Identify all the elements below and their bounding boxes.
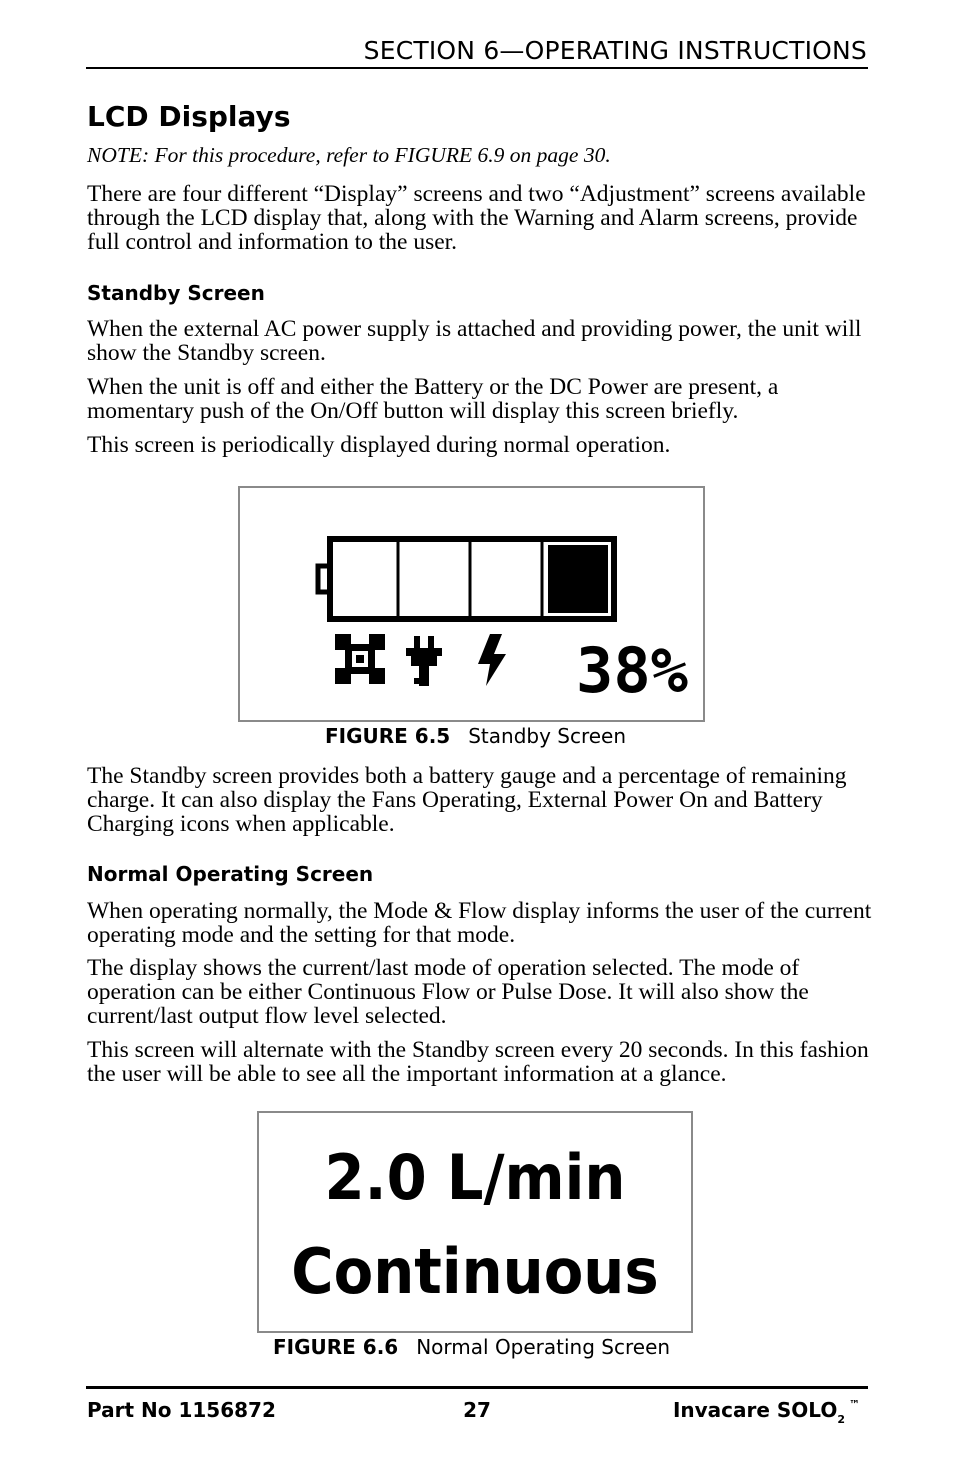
intro-paragraph: There are four different “Display” screens and two “Adjustment” screens available through the LCD display that, along with the Warning and Alarm screens, provide full control and information to the user. bbox=[87, 181, 866, 255]
page-title: LCD Displays bbox=[87, 100, 291, 133]
footer-page-number: 27 bbox=[463, 1398, 491, 1422]
mode-text: Continuous bbox=[291, 1235, 659, 1308]
figure-6-5-caption bbox=[325, 724, 626, 748]
footer-product-name bbox=[673, 1398, 860, 1426]
standby-lcd-figure bbox=[238, 486, 705, 722]
product-name: Invacare SOLO bbox=[672, 1398, 838, 1422]
lightning-icon bbox=[478, 634, 506, 686]
standby-paragraph-1: When the external AC power supply is attached and providing power, the unit will show the Standby screen. bbox=[87, 316, 862, 366]
figure-label: FIGURE 6.6 bbox=[273, 1335, 399, 1359]
battery-percent-text: 38% bbox=[576, 634, 688, 707]
plug-icon bbox=[406, 636, 442, 686]
standby-heading: Standby Screen bbox=[87, 281, 265, 305]
normal-paragraph-1: When operating normally, the Mode & Flow display informs the user of the current operating mode and the setting for that mode. bbox=[87, 898, 872, 948]
normal-lcd-figure bbox=[257, 1111, 693, 1333]
figure-6-6-caption bbox=[273, 1335, 670, 1359]
standby-paragraph-3: This screen is periodically displayed during normal operation. bbox=[87, 432, 671, 458]
normal-paragraph-2: The display shows the current/last mode of operation selected. The mode of operation can be either Continuous Flow or Pulse Dose. It will also show the current/last output flow level selected. bbox=[87, 955, 809, 1029]
trademark-symbol: ™ bbox=[849, 1398, 860, 1411]
battery-gauge-icon bbox=[318, 539, 614, 619]
standby-lcd-screen bbox=[240, 488, 703, 720]
figure-caption-text: Normal Operating Screen bbox=[416, 1335, 671, 1359]
footer-rule bbox=[86, 1386, 868, 1389]
header-rule bbox=[86, 67, 868, 69]
section-header: SECTION 6—OPERATING INSTRUCTIONS bbox=[363, 36, 867, 65]
product-subscript: 2 bbox=[837, 1413, 845, 1426]
flow-rate-text: 2.0 L/min bbox=[324, 1141, 626, 1214]
standby-paragraph-4: The Standby screen provides both a battery gauge and a percentage of remaining charge. It can also display the Fans Operating, External Power On and Battery Charging icons when applicable. bbox=[87, 763, 847, 837]
figure-label: FIGURE 6.5 bbox=[325, 724, 451, 748]
note-text: NOTE: For this procedure, refer to FIGURE 6.9 on page 30. bbox=[87, 143, 611, 167]
normal-heading: Normal Operating Screen bbox=[87, 862, 374, 886]
footer-part-number: Part No 1156872 bbox=[87, 1398, 276, 1422]
normal-paragraph-3: This screen will alternate with the Standby screen every 20 seconds. In this fashion the user will be able to see all the important information at a glance. bbox=[87, 1037, 869, 1087]
standby-paragraph-2: When the unit is off and either the Battery or the DC Power are present, a momentary push of the On/Off button will display this screen briefly. bbox=[87, 374, 779, 424]
figure-caption-text: Standby Screen bbox=[468, 724, 627, 748]
fan-icon bbox=[335, 634, 385, 684]
